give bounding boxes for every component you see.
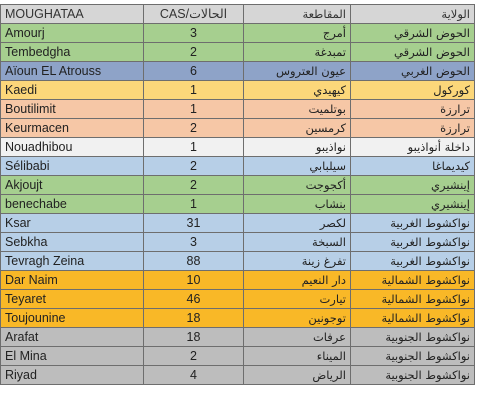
cell-cas: 2	[144, 347, 244, 366]
cell-wilaya: ترارزة	[351, 119, 475, 138]
cell-wilaya: نواكشوط الجنوبية	[351, 328, 475, 347]
cell-muqata: الميناء	[244, 347, 351, 366]
table-row	[1, 233, 475, 252]
cell-muqata: تيارت	[244, 290, 351, 309]
table-row	[1, 100, 475, 119]
table-row	[1, 271, 475, 290]
header-muqata: المقاطعة	[244, 5, 351, 24]
cell-wilaya: نواكشوط الغربية	[351, 233, 475, 252]
cell-moughataa: Ksar	[1, 214, 144, 233]
cell-cas: 6	[144, 62, 244, 81]
cell-moughataa: Sélibabi	[1, 157, 144, 176]
table-row	[1, 157, 475, 176]
cell-cas: 1	[144, 138, 244, 157]
cell-cas: 18	[144, 309, 244, 328]
cell-wilaya: كيديماغا	[351, 157, 475, 176]
table-row	[1, 119, 475, 138]
cell-cas: 4	[144, 366, 244, 385]
cell-muqata: سيلبابي	[244, 157, 351, 176]
cropped-cell-fragment: U	[0, 154, 9, 168]
cell-wilaya: الحوض الغربي	[351, 62, 475, 81]
cell-muqata: تفرغ زينة	[244, 252, 351, 271]
cell-muqata: توجونين	[244, 309, 351, 328]
header-wilaya: الولاية	[351, 5, 475, 24]
cell-cas: 3	[144, 233, 244, 252]
cell-cas: 10	[144, 271, 244, 290]
cell-wilaya: نواكشوط الشمالية	[351, 271, 475, 290]
cell-muqata: عرفات	[244, 328, 351, 347]
table-row	[1, 138, 475, 157]
cell-muqata: بنشاب	[244, 195, 351, 214]
cell-moughataa: Akjoujt	[1, 176, 144, 195]
cell-moughataa: Aïoun EL Atrouss	[1, 62, 144, 81]
cell-wilaya: الحوض الشرقي	[351, 43, 475, 62]
cell-moughataa: Boutilimit	[1, 100, 144, 119]
table-row	[1, 24, 475, 43]
table-row	[1, 347, 475, 366]
cell-wilaya: نواكشوط الغربية	[351, 252, 475, 271]
table-row	[1, 328, 475, 347]
cell-muqata: لكصر	[244, 214, 351, 233]
cell-cas: 46	[144, 290, 244, 309]
cell-cas: 18	[144, 328, 244, 347]
cell-wilaya: إينشيري	[351, 176, 475, 195]
cell-cas: 31	[144, 214, 244, 233]
cell-moughataa: Tevragh Zeina	[1, 252, 144, 271]
header-row	[1, 5, 475, 24]
table-row	[1, 176, 475, 195]
cell-wilaya: ترارزة	[351, 100, 475, 119]
cell-muqata: الرياض	[244, 366, 351, 385]
cell-moughataa: Tembedgha	[1, 43, 144, 62]
cell-wilaya: نواكشوط الشمالية	[351, 309, 475, 328]
cell-wilaya: نواكشوط الجنوبية	[351, 366, 475, 385]
cell-moughataa: Teyaret	[1, 290, 144, 309]
header-moughataa: MOUGHATAA	[1, 5, 144, 24]
cell-muqata: عيون العتروس	[244, 62, 351, 81]
cell-cas: 1	[144, 81, 244, 100]
cell-cas: 2	[144, 119, 244, 138]
cell-muqata: كيهيدي	[244, 81, 351, 100]
cell-cas: 2	[144, 43, 244, 62]
cell-moughataa: Kaedi	[1, 81, 144, 100]
table-row	[1, 252, 475, 271]
cell-cas: 88	[144, 252, 244, 271]
cell-cas: 3	[144, 24, 244, 43]
table-row	[1, 195, 475, 214]
cell-moughataa: Arafat	[1, 328, 144, 347]
cell-moughataa: Riyad	[1, 366, 144, 385]
cell-moughataa: El Mina	[1, 347, 144, 366]
table-row	[1, 62, 475, 81]
cell-wilaya: داخلة أنواذيبو	[351, 138, 475, 157]
cell-wilaya: كوركول	[351, 81, 475, 100]
cell-wilaya: نواكشوط الجنوبية	[351, 347, 475, 366]
cell-wilaya: نواكشوط الشمالية	[351, 290, 475, 309]
table-body	[1, 24, 475, 385]
cell-muqata: بوتلميت	[244, 100, 351, 119]
cell-muqata: كرمسين	[244, 119, 351, 138]
table-row	[1, 290, 475, 309]
cell-moughataa: Amourj	[1, 24, 144, 43]
cell-moughataa: Keurmacen	[1, 119, 144, 138]
cell-wilaya: إينشيري	[351, 195, 475, 214]
cell-cas: 2	[144, 157, 244, 176]
header-cas: CAS/الحالات	[144, 5, 244, 24]
cell-muqata: نواذيبو	[244, 138, 351, 157]
cell-moughataa: Sebkha	[1, 233, 144, 252]
cell-moughataa: Toujounine	[1, 309, 144, 328]
cell-moughataa: Dar Naim	[1, 271, 144, 290]
table-row	[1, 43, 475, 62]
cell-cas: 1	[144, 100, 244, 119]
cell-cas: 2	[144, 176, 244, 195]
table-row	[1, 366, 475, 385]
table-row	[1, 81, 475, 100]
table-row	[1, 214, 475, 233]
cell-moughataa: benechabe	[1, 195, 144, 214]
cell-muqata: تمبدغة	[244, 43, 351, 62]
cell-wilaya: الحوض الشرقي	[351, 24, 475, 43]
cell-muqata: أكجوجت	[244, 176, 351, 195]
cell-cas: 1	[144, 195, 244, 214]
table-row	[1, 309, 475, 328]
cell-moughataa: Nouadhibou	[1, 138, 144, 157]
cell-muqata: أمرج	[244, 24, 351, 43]
cell-wilaya: نواكشوط الغربية	[351, 214, 475, 233]
cell-muqata: دار النعيم	[244, 271, 351, 290]
cases-table	[0, 4, 475, 385]
cell-muqata: السبخة	[244, 233, 351, 252]
